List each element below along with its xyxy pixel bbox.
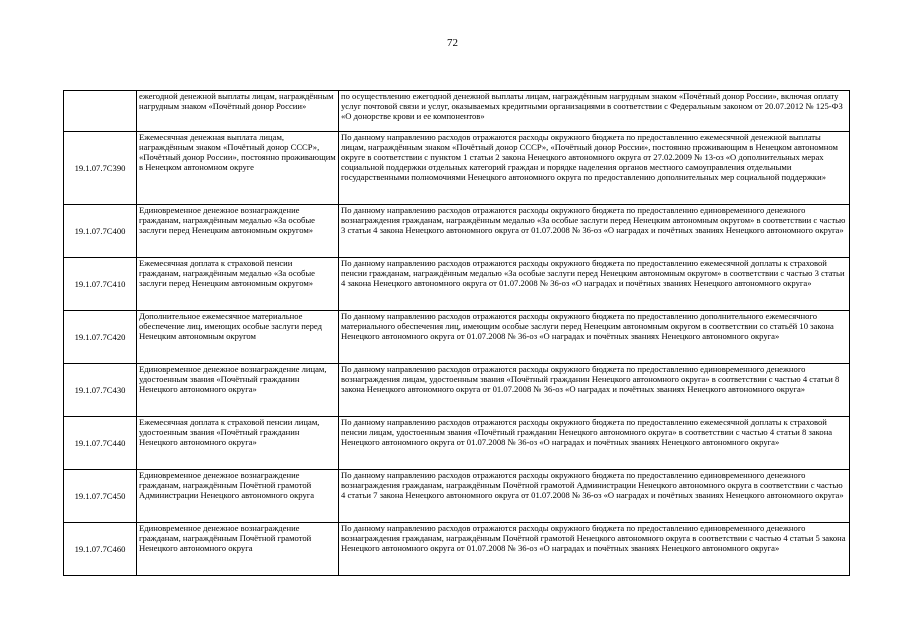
- row-name: Ежемесячная доплата к страховой пенсии гражданам, награждённым медалью «За особые заслуги перед Ненецким автономным округом»: [137, 258, 339, 311]
- table-row: [64, 364, 850, 417]
- row-name: ежегодной денежной выплаты лицам, награждённым нагрудным знаком «Почётный донор России»: [137, 91, 339, 132]
- table-row: [64, 132, 850, 205]
- row-description: По данному направлению расходов отражаются расходы окружного бюджета по предоставлению ежемесячной доплаты к страховой пенсии лицам, удостоенным звания «Почётный гражданин Ненецкого автономного округа» в соответствии с частью 4 статьи 8 закона Ненецкого автономного округа от 01.07.2008 № 36-оз «О наградах и почётных званиях Ненецкого автономного округа»: [339, 417, 850, 470]
- table-row: [64, 470, 850, 523]
- row-description: По данному направлению расходов отражаются расходы окружного бюджета по предоставлению единовременного денежного вознаграждения лицам, удостоенным звания «Почётный гражданин Ненецкого автономного округа» в соответствии с частью 4 статьи 8 закона Ненецкого автономного округа от 01.07.2008 № 36-оз «О наградах и почётных званиях Ненецкого автономного округа»: [339, 364, 850, 417]
- row-name: Ежемесячная денежная выплата лицам, награждённым знаком «Почётный донор СССР», «Почётный донор России», постоянно проживающим в Ненецком автономном округе: [137, 132, 339, 205]
- row-name: Единовременное денежное вознаграждение гражданам, награждённым медалью «За особые заслуги перед Ненецким автономным округом»: [137, 205, 339, 258]
- row-code: 19.1.07.7С430: [64, 364, 137, 417]
- row-description: По данному направлению расходов отражаются расходы окружного бюджета по предоставлению ежемесячной доплаты к страховой пенсии гражданам, награждённым медалью «За особые заслуги перед Ненецким автономным округом» в соответствии с частью 3 статьи 4 закона Ненецкого автономного округа от 01.07.2008 № 36-оз «О наградах и почётных званиях Ненецкого автономного округа»: [339, 258, 850, 311]
- row-description: По данному направлению расходов отражаются расходы окружного бюджета по предоставлению ежемесячной денежной выплаты лицам, награждённым знаком «Почётный донор СССР», «Почётный донор России», постоянно проживающим в Ненецком автономном округе в соответствии с пунктом 1 статьи 2 закона Ненецкого автономного округа от 27.02.2009 № 13-оз «О дополнительных мерах социальной поддержки отдельных категорий граждан и порядке наделения органов местного самоуправления отдельными государственными полномочиями Ненецкого автономного округа по предоставлению дополнительных мер социальной поддержки»: [339, 132, 850, 205]
- row-description: по осуществлению ежегодной денежной выплаты лицам, награждённым нагрудным знаком «Почётный донор России», включая оплату услуг почтовой связи и услуг, оказываемых кредитными организациями в соответствии с Федеральным законом от 20.07.2012 № 125-ФЗ «О донорстве крови и ее компонентов»: [339, 91, 850, 132]
- table-row: [64, 523, 850, 576]
- row-description: По данному направлению расходов отражаются расходы окружного бюджета по предоставлению единовременного денежного вознаграждения гражданам, награждённым Почётной грамотой Администрации Ненецкого автономного округа в соответствии с частью 4 статьи 7 закона Ненецкого автономного округа от 01.07.2008 № 36-оз «О наградах и почётных званиях Ненецкого автономного округа»: [339, 470, 850, 523]
- row-code: 19.1.07.7С450: [64, 470, 137, 523]
- table-row: [64, 258, 850, 311]
- table-row: [64, 311, 850, 364]
- page-number: 72: [447, 37, 458, 49]
- row-description: По данному направлению расходов отражаются расходы окружного бюджета по предоставлению дополнительного ежемесячного материального обеспечения лиц, имеющим особые заслуги перед Ненецким автономным округом в соответствии со статьёй 10 закона Ненецкого автономного округа от 01.07.2008 № 36-оз «О наградах и почётных званиях Ненецкого автономного округа»: [339, 311, 850, 364]
- row-code: 19.1.07.7С400: [64, 205, 137, 258]
- row-code: 19.1.07.7С390: [64, 132, 137, 205]
- table-row: [64, 91, 850, 132]
- row-description: По данному направлению расходов отражаются расходы окружного бюджета по предоставлению единовременного денежного вознаграждения гражданам, награждённым Почётной грамотой Ненецкого автономного округа в соответствии с частью 4 статьи 5 закона Ненецкого автономного округа от 01.07.2008 № 36-оз «О наградах и почётных званиях Ненецкого автономного округа»: [339, 523, 850, 576]
- row-description: По данному направлению расходов отражаются расходы окружного бюджета по предоставлению единовременного денежного вознаграждения гражданам, награждённым медалью «За особые заслуги перед Ненецким автономным округом» в соответствии с частью 3 статьи 4 закона Ненецкого автономного округа от 01.07.2008 № 36-оз «О наградах и почётных званиях Ненецкого автономного округа»: [339, 205, 850, 258]
- row-code: 19.1.07.7С410: [64, 258, 137, 311]
- row-code: 19.1.07.7С460: [64, 523, 137, 576]
- row-name: Единовременное денежное вознаграждение гражданам, награждённым Почётной грамотой Ненецкого автономного округа: [137, 523, 339, 576]
- row-name: Единовременное денежное вознаграждение лицам, удостоенным звания «Почётный гражданин Ненецкого автономного округа»: [137, 364, 339, 417]
- row-code: 19.1.07.7С440: [64, 417, 137, 470]
- row-name: Единовременное денежное вознаграждение гражданам, награждённым Почётной грамотой Администрации Ненецкого автономного округа: [137, 470, 339, 523]
- row-code: [64, 91, 137, 132]
- row-name: Дополнительное ежемесячное материальное обеспечение лиц, имеющих особые заслуги перед Ненецким автономным округом: [137, 311, 339, 364]
- row-name: Ежемесячная доплата к страховой пенсии лицам, удостоенным звания «Почётный гражданин Ненецкого автономного округа»: [137, 417, 339, 470]
- table-row: [64, 205, 850, 258]
- expense-codes-table: [63, 90, 850, 576]
- row-code: 19.1.07.7С420: [64, 311, 137, 364]
- table-row: [64, 417, 850, 470]
